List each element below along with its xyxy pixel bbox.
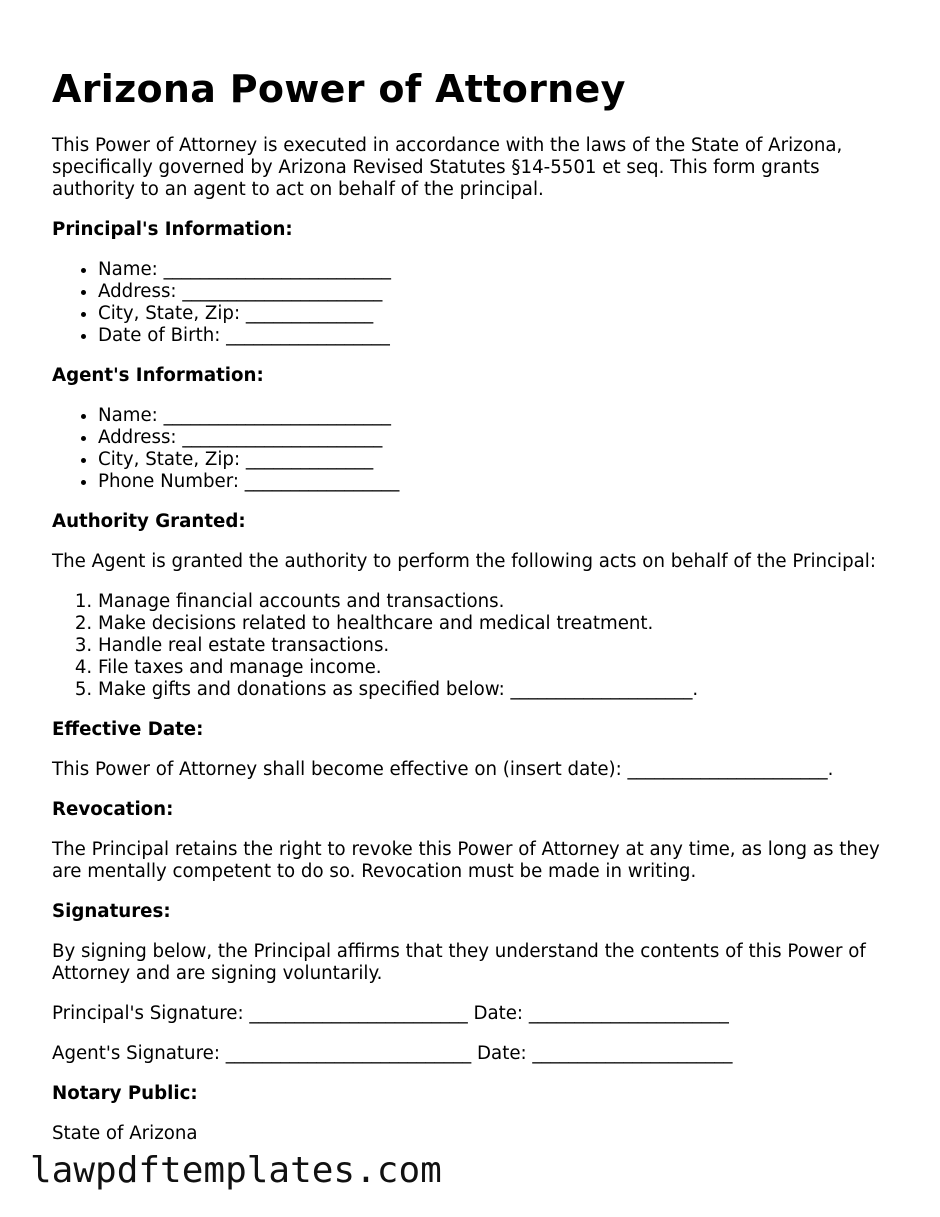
signatures-heading: Signatures: bbox=[52, 901, 171, 922]
watermark-text: lawpdftemplates.com bbox=[30, 1150, 442, 1191]
agent-name-field: • Name: _________________________ bbox=[98, 405, 902, 427]
agent-fields-list bbox=[52, 405, 902, 493]
signatures-text: By signing below, the Principal affirms that they understand the contents of this Power of Attorney and are signing voluntarily. bbox=[52, 941, 866, 984]
effective-date-text: This Power of Attorney shall become effective on (insert date): ______________________. bbox=[52, 759, 834, 780]
authority-item: 5. Make gifts and donations as specified below: ____________________. bbox=[98, 679, 902, 701]
authority-intro: The Agent is granted the authority to perform the following acts on behalf of the Principal: bbox=[52, 551, 876, 572]
agent-city-field: • City, State, Zip: ______________ bbox=[98, 449, 902, 471]
principal-heading: Principal's Information: bbox=[52, 219, 293, 240]
principal-address-field: • Address: ______________________ bbox=[98, 281, 902, 303]
effective-date-heading: Effective Date: bbox=[52, 719, 204, 740]
principal-name-field: • Name: _________________________ bbox=[98, 259, 902, 281]
agent-address-field: • Address: ______________________ bbox=[98, 427, 902, 449]
principal-fields-list bbox=[52, 259, 902, 347]
authority-item: 3. Handle real estate transactions. bbox=[98, 635, 902, 657]
authority-item: 4. File taxes and manage income. bbox=[98, 657, 902, 679]
agent-phone-field: • Phone Number: _________________ bbox=[98, 471, 902, 493]
intro-paragraph: This Power of Attorney is executed in accordance with the laws of the State of Arizona, specifically governed by Arizona Revised Statutes §14-5501 et seq. This form grants authority to an agent to act on behalf of the principal. bbox=[52, 135, 843, 200]
authority-item: 2. Make decisions related to healthcare and medical treatment. bbox=[98, 613, 902, 635]
authority-item: 1. Manage financial accounts and transactions. bbox=[98, 591, 902, 613]
notary-heading: Notary Public: bbox=[52, 1083, 198, 1104]
principal-signature-line: Principal's Signature: ________________________ Date: ______________________ bbox=[52, 1003, 729, 1024]
authority-list bbox=[52, 591, 902, 701]
principal-dob-field: • Date of Birth: __________________ bbox=[98, 325, 902, 347]
agent-signature-line: Agent's Signature: ___________________________ Date: ______________________ bbox=[52, 1043, 733, 1064]
revocation-heading: Revocation: bbox=[52, 799, 174, 820]
revocation-text: The Principal retains the right to revoke this Power of Attorney at any time, as long as they are mentally competent to do so. Revocation must be made in writing. bbox=[52, 839, 880, 882]
notary-state: State of Arizona bbox=[52, 1123, 198, 1144]
principal-city-field: • City, State, Zip: ______________ bbox=[98, 303, 902, 325]
document-body bbox=[52, 135, 902, 1163]
authority-heading: Authority Granted: bbox=[52, 511, 246, 532]
page-title: Arizona Power of Attorney bbox=[52, 67, 626, 111]
agent-heading: Agent's Information: bbox=[52, 365, 264, 386]
